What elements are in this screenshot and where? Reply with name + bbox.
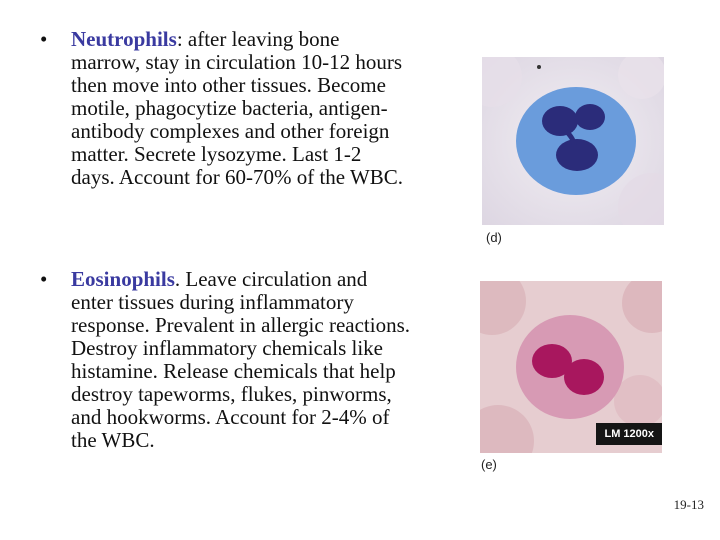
figure-d-label: (d) <box>486 230 502 245</box>
neutrophil-nucleus-lobe <box>575 104 605 130</box>
neutrophils-bullet <box>40 28 410 189</box>
term-neutrophils: Neutrophils <box>71 27 177 51</box>
neutrophil-nucleus-lobe <box>556 139 598 171</box>
eosinophil-micrograph <box>480 281 662 453</box>
eosinophils-bullet <box>40 268 410 452</box>
neutrophil-illustration <box>482 57 664 225</box>
eosinophils-description: . Leave circulation and enter tissues during inflammatory response. Prevalent in allergic reactions. Destroy inflammatory chemicals like histamine. Release chemicals that help destroy tapeworms, flukes, pinworms, and hookworms. Account for 2-4% of the WBC. <box>71 267 410 452</box>
figure-e-label: (e) <box>481 457 497 472</box>
neutrophil-nucleus-lobe <box>542 106 578 136</box>
neutrophils-description: : after leaving bone marrow, stay in circulation 10-12 hours then move into other tissues. Become motile, phagocytize bacteria, antigen-antibody complexes and other foreign matter. Secrete lysozyme. Last 1-2 days. Account for 60-70% of the WBC. <box>71 27 404 189</box>
bullet-text <box>71 28 410 189</box>
eosinophil-nucleus-lobe <box>564 359 604 395</box>
bullet-marker: • <box>40 27 48 51</box>
bullet-marker: • <box>40 267 48 291</box>
bullet-text <box>71 268 410 452</box>
neutrophil-micrograph <box>482 57 664 225</box>
term-eosinophils: Eosinophils <box>71 267 175 291</box>
page-number: 19-13 <box>673 497 704 512</box>
magnification-badge: LM 1200x <box>596 423 662 445</box>
